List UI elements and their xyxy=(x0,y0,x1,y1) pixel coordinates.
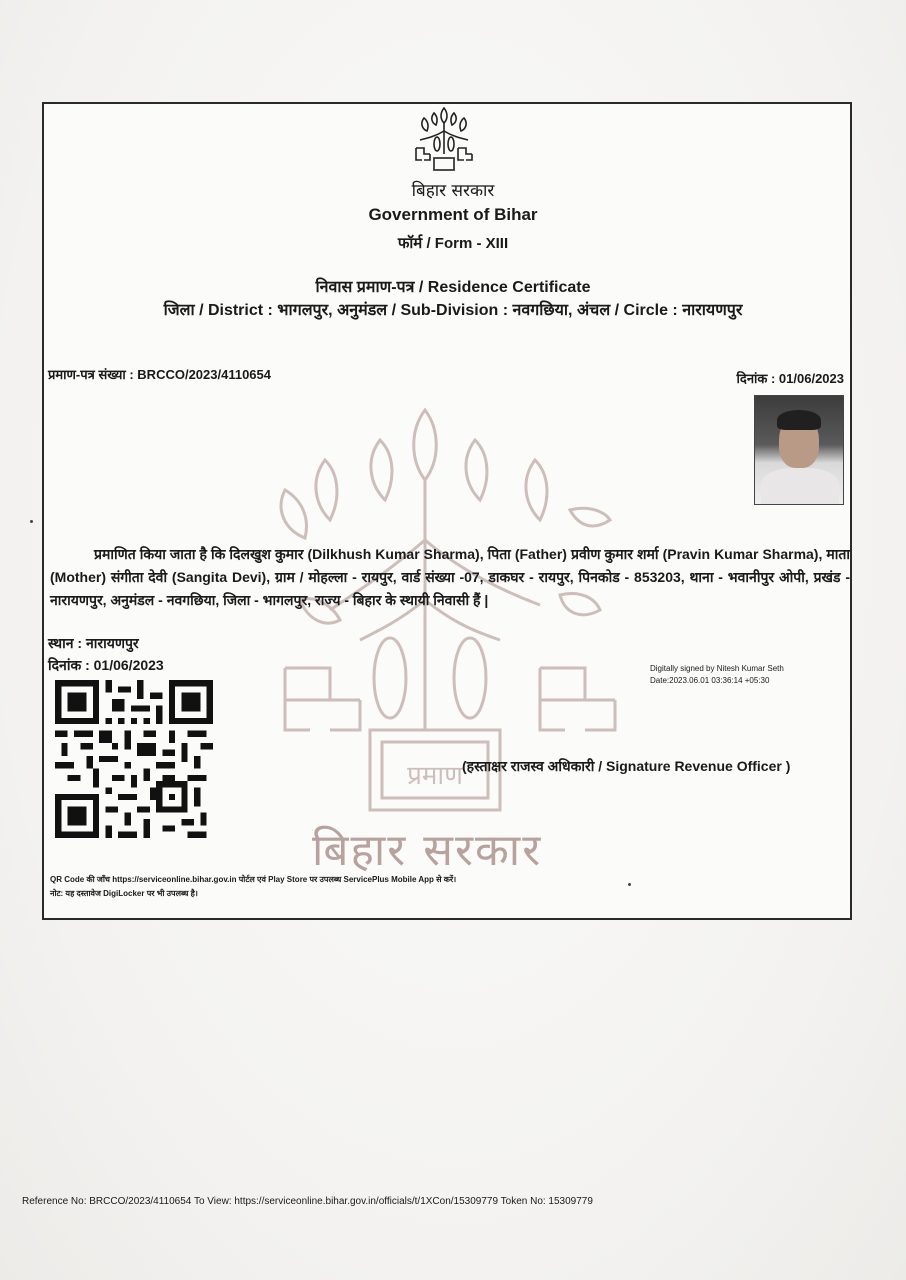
paper-speck xyxy=(628,883,631,886)
reference-footer: Reference No: BRCCO/2023/4110654 To View: https://serviceonline.bihar.gov.in/officials/t/1XCon/15309779 Token No: 15309779 xyxy=(22,1196,593,1207)
watermark-text: बिहार सरकार xyxy=(312,825,543,876)
qr-code[interactable] xyxy=(54,680,214,838)
bihar-emblem-watermark xyxy=(270,400,630,890)
title-english: Government of Bihar xyxy=(368,205,538,224)
issue-place: स्थान : नारायणपुर xyxy=(48,635,139,651)
signature-label: (हस्ताक्षर राजस्व अधिकारी / Signature Revenue Officer ) xyxy=(462,758,791,774)
certificate-number: प्रमाण-पत्र संख्या : BRCCO/2023/4110654 xyxy=(48,367,271,382)
digilocker-note: नोट: यह दस्तावेज DigiLocker पर भी उपलब्ध है। xyxy=(50,889,198,898)
certificate-body-text: प्रमाणित किया जाता है कि दिलखुश कुमार (Dilkhush Kumar Sharma), पिता (Father) प्रवीण कुमार शर्मा (Pravin Kumar Sharma), माता (Mother) संगीता देवी (Sangita Devi), ग्राम / मोहल्ला - रायपुर, वार्ड संख्या -07, डाकघर - रायपुर, पिनकोड - 853203, थाना - भवानीपुर ओपी, प्रखंड - नारायणपुर, अनुमंडल - नवगछिया, जिला - भागलपुर, राज्य - बिहार के स्थायी निवासी हैं | xyxy=(50,546,850,608)
issue-date: दिनांक : 01/06/2023 xyxy=(48,657,164,673)
emblem-stamp-text: प्रमाण xyxy=(407,761,463,791)
digital-signature-name: Digitally signed by Nitesh Kumar Seth xyxy=(650,664,784,673)
paper-speck xyxy=(30,520,33,523)
certificate-title: निवास प्रमाण-पत्र / Residence Certificate xyxy=(315,279,591,296)
photo-shirt xyxy=(761,468,839,505)
digital-signature-date: Date:2023.06.01 03:36:14 +05:30 xyxy=(650,676,770,685)
form-number: फॉर्म / Form - XIII xyxy=(397,235,509,252)
district-line: जिला / District : भागलपुर, अनुमंडल / Sub-Division : नवगछिया, अंचल / Circle : नारायणपुर xyxy=(163,302,743,319)
applicant-photo xyxy=(754,395,844,505)
qr-verification-note: QR Code की जाँच https://serviceonline.bihar.gov.in पोर्टल एवं Play Store पर उपलब्ध ServicePlus Mobile App से करें। xyxy=(50,875,457,884)
bihar-emblem-logo xyxy=(410,104,478,176)
title-hindi: बिहार सरकार xyxy=(411,181,495,201)
photo-hair xyxy=(777,410,821,430)
certificate-date: दिनांक : 01/06/2023 xyxy=(736,371,844,386)
